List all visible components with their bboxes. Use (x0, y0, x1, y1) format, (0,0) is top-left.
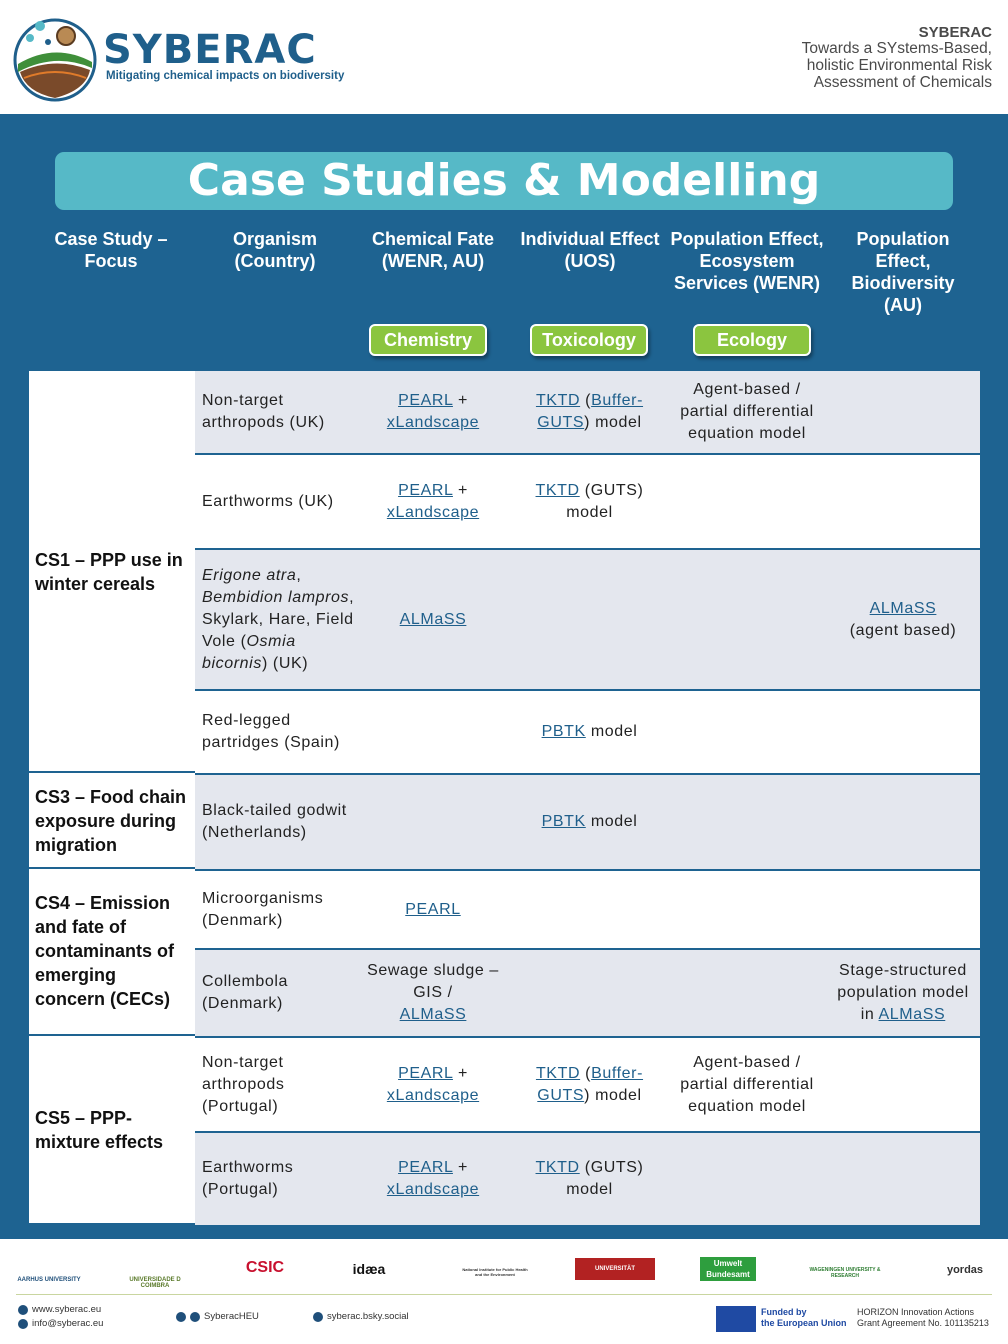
sewage-sludge-text: Sewage sludge – GIS / (367, 962, 499, 1001)
partner-logo-rivm: National Institute for Public Health and the Environment (462, 1267, 528, 1277)
pearl-link[interactable]: PEARL (398, 481, 453, 499)
footer-divider (16, 1294, 992, 1295)
table-row (195, 869, 980, 948)
table-row (195, 773, 980, 869)
organism-cell: Non-target arthropods (Portugal) (202, 1053, 285, 1115)
chemical-fate-cell: PEARL + xLandscape (386, 481, 480, 521)
population-ecosystem-cell: Agent-based / partial differential equation model (680, 1053, 814, 1115)
chemical-fate-cell: PEARL + xLandscape (386, 1064, 480, 1104)
eu-funded-by: Funded by (761, 1307, 807, 1317)
email-contact[interactable] (18, 1318, 103, 1329)
col-header-population-biodiversity: Population Effect, Biodiversity (AU) (851, 229, 955, 315)
stage-structured-text: Stage-structured population model in (837, 962, 969, 1023)
col-header-case: Case Study – Focus (54, 229, 168, 271)
organism-cell: Microorganisms (Denmark) (202, 889, 324, 929)
syberac-logo (10, 12, 100, 102)
col-header-chemical-fate: Chemical Fate (WENR, AU) (371, 229, 495, 271)
chemical-fate-cell (361, 550, 505, 689)
table-row (195, 1131, 980, 1225)
eu-flag-icon (716, 1306, 756, 1332)
table-row (195, 948, 980, 1036)
population-biodiversity-cell (829, 550, 977, 689)
partner-logo-yordas: yordas (946, 1264, 984, 1276)
organism-cell: Erigone atra, Bembidion lampros, Skylark, Hare, Field Vole (Osmia bicornis) (UK) (202, 566, 355, 672)
group-label-cs4: CS4 – Emission and fate of contaminants of emerging concern (CECs) (35, 893, 175, 1009)
organism-cell: Black-tailed godwit (Netherlands) (202, 802, 347, 841)
xlandscape-link[interactable]: xLandscape (386, 1086, 480, 1104)
table-row (195, 1036, 980, 1131)
group-label-cs1: CS1 – PPP use in winter cereals (35, 550, 183, 594)
organism-cell: Collembola (Denmark) (202, 973, 289, 1012)
website-link[interactable]: www.syberac.eu (32, 1304, 102, 1315)
organism-cell: Earthworms (Portugal) (202, 1159, 294, 1198)
almass-link[interactable]: ALMaSS (878, 1006, 946, 1023)
almass-link[interactable]: ALMaSS (399, 1006, 467, 1023)
header (0, 0, 1008, 114)
individual-effect-cell (517, 455, 662, 548)
individual-effect-cell: TKTD (Buffer-GUTS) model (535, 392, 644, 431)
footer (0, 1239, 1008, 1344)
individual-effect-cell (517, 1133, 662, 1225)
eu-funding-text (761, 1307, 847, 1329)
linkedin-icon (176, 1312, 186, 1322)
model-text: model (590, 723, 638, 740)
buffer-guts-link[interactable]: Buffer-GUTS (537, 392, 644, 431)
organism-cell: Earthworms (UK) (202, 492, 334, 510)
population-ecosystem-cell: Agent-based / partial differential equation model (680, 381, 814, 442)
organism-cell: Red-legged partridges (Spain) (202, 712, 340, 751)
almass-link[interactable]: ALMaSS (869, 599, 937, 617)
table-row (195, 548, 980, 689)
grant-program: HORIZON Innovation Actions (857, 1307, 975, 1317)
globe-icon (18, 1305, 28, 1315)
individual-effect-cell (517, 775, 662, 869)
chemical-fate-cell (361, 871, 505, 948)
species-osmia: Osmia bicornis (202, 632, 296, 672)
pearl-link[interactable]: PEARL (398, 1064, 453, 1082)
col-header-population-ecosystem: Population Effect, Ecosystem Services (WENR) (670, 229, 824, 293)
table-row (195, 453, 980, 548)
pearl-link[interactable]: PEARL (398, 1159, 453, 1176)
project-acronym: SYBERAC (918, 24, 992, 41)
xlandscape-link[interactable]: xLandscape (386, 414, 480, 431)
table-row (195, 689, 980, 773)
partner-logo-osnabrueck: UNIVERSITÄT OSNABRÜCK (575, 1258, 655, 1280)
facebook-icon (190, 1312, 200, 1322)
organism-cell: Non-target arthropods (UK) (202, 392, 325, 431)
grant-info (857, 1307, 989, 1329)
title-banner (55, 152, 953, 210)
project-full-title: Towards a SYstems-Based, holistic Environmental Risk Assessment of Chemicals (801, 40, 992, 91)
guts-model-text: (GUTS) model (566, 1159, 644, 1198)
grant-number: Grant Agreement No. 101135213 (857, 1318, 989, 1328)
individual-effect-cell (517, 691, 662, 773)
col-header-individual-effect: Individual Effect (UOS) (520, 229, 660, 271)
page-title: Case Studies & Modelling (187, 155, 821, 206)
brand-name: SYBERAC (103, 27, 317, 73)
chemical-fate-cell: PEARL + xLandscape (386, 1159, 480, 1198)
xlandscape-link[interactable]: xLandscape (386, 1181, 480, 1198)
email-link[interactable]: info@syberac.eu (32, 1318, 104, 1329)
species-bembidion: Bembidion lampros (202, 588, 350, 606)
group-cs5 (29, 1036, 195, 1225)
brand-tagline: Mitigating chemical impacts on biodiversity (106, 70, 345, 82)
species-erigone: Erigone atra (202, 566, 297, 584)
website-contact[interactable] (18, 1304, 101, 1315)
bluesky-icon (313, 1312, 323, 1322)
pill-ecology: Ecology (693, 324, 811, 356)
model-text: model (595, 1086, 642, 1104)
tktd-link[interactable]: TKTD (535, 1064, 581, 1082)
pill-chemistry: Chemistry (369, 324, 487, 356)
social-handle[interactable]: SyberacHEU (204, 1311, 259, 1322)
population-biodiversity-cell (829, 950, 977, 1036)
pbtk-link[interactable]: PBTK (541, 723, 586, 740)
model-text: model (590, 813, 638, 830)
social-contact[interactable] (176, 1311, 259, 1322)
individual-effect-cell: TKTD (Buffer-GUTS) model (535, 1064, 644, 1104)
partner-logo-wageningen: WAGENINGEN UNIVERSITY & RESEARCH (809, 1267, 881, 1279)
almass-link[interactable]: ALMaSS (399, 610, 467, 628)
group-cs4 (29, 869, 195, 1036)
buffer-guts-link[interactable]: Buffer-GUTS (537, 1064, 644, 1104)
table-row (195, 371, 980, 453)
chemical-fate-cell: PEARL + xLandscape (386, 392, 480, 431)
guts-model-text: (GUTS) model (566, 481, 644, 521)
partner-logo-coimbra: UNIVERSIDADE D COIMBRA (129, 1277, 181, 1289)
chemical-fate-cell (361, 950, 505, 1036)
group-cs1 (29, 371, 195, 773)
bluesky-contact[interactable] (313, 1311, 409, 1322)
pearl-link[interactable]: PEARL (398, 392, 453, 409)
tktd-link[interactable]: TKTD (535, 1159, 580, 1176)
xlandscape-link[interactable]: xLandscape (386, 503, 480, 521)
group-label-cs5: CS5 – PPP-mixture effects (35, 1108, 164, 1152)
pill-toxicology: Toxicology (530, 324, 648, 356)
partner-logo-aarhus: AARHUS UNIVERSITY (17, 1277, 81, 1283)
pearl-link[interactable]: PEARL (405, 900, 461, 918)
tktd-link[interactable]: TKTD (535, 481, 580, 499)
group-label-cs3: CS3 – Food chain exposure during migration (35, 787, 187, 855)
case-study-table (29, 371, 980, 1225)
species-list: , Skylark, Hare, Field Vole ( (202, 588, 355, 650)
agent-based-text: (agent based) (849, 621, 957, 639)
col-header-organism: Organism (Country) (232, 229, 318, 271)
mail-icon (18, 1319, 28, 1329)
partner-logo-idaea: idæa (352, 1261, 386, 1277)
group-cs3 (29, 773, 195, 869)
eu-name: the European Union (761, 1318, 847, 1328)
species-country: ) (UK) (261, 654, 309, 672)
partner-logo-csic: CSIC (245, 1259, 285, 1276)
bluesky-handle[interactable]: syberac.bsky.social (327, 1311, 409, 1322)
partner-logo-uba: Umwelt Bundesamt (700, 1257, 756, 1281)
pbtk-link[interactable]: PBTK (541, 813, 586, 830)
model-text: model (595, 414, 642, 431)
tktd-link[interactable]: TKTD (535, 392, 581, 409)
